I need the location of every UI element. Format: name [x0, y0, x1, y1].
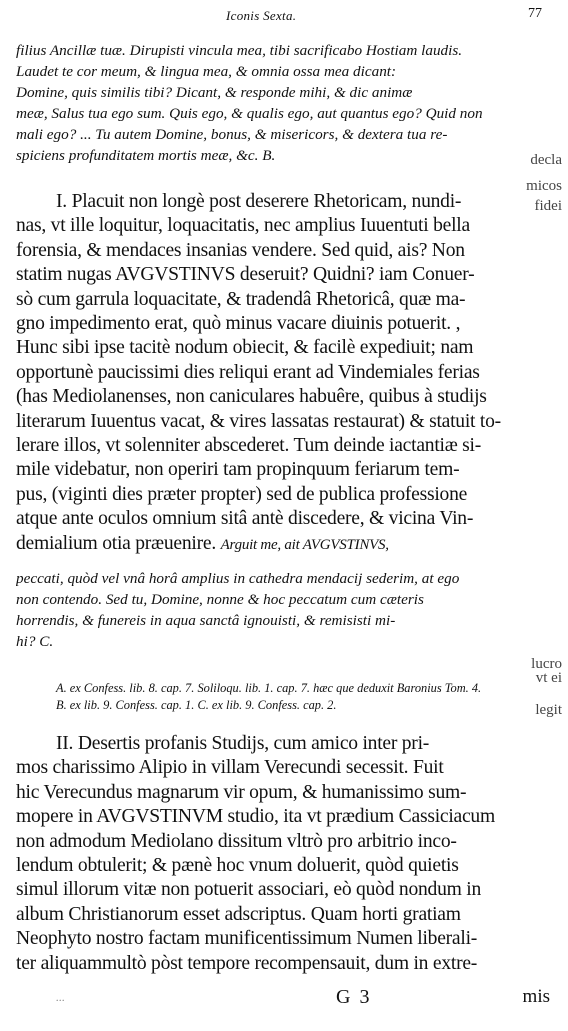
section-one-line: literarum Iuuentus vacat, & vires lassatas restaurat) & statuit to- — [16, 410, 501, 432]
catchword: mis — [522, 986, 550, 1007]
section-one-line: pus, (viginti dies præter propter) sed de publica professione — [16, 483, 468, 505]
section-two-line: II. Desertis profanis Studijs, cum amico inter pri- — [56, 733, 430, 754]
prayer-line: mali ego? ... Tu autem Domine, bonus, & misericors, & dextera tua re- — [16, 126, 448, 143]
section-two — [16, 732, 554, 976]
prayer-line: spiciens profunditatem mortis meæ, &c. B. — [16, 147, 276, 164]
quote-line: non contendo. Sed tu, Domine, nonne & hoc peccatum cum cæteris — [16, 591, 424, 608]
section-two-line: Neophyto nostro factam munificentissimum Numen liberali- — [16, 928, 478, 950]
section-one-line: atque ante oculos omnium sitâ antè discedere, & vicina Vin- — [16, 508, 474, 530]
section-two-line: lendum obtulerit; & pænè hoc vnum doluerit, quòd quietis — [16, 855, 459, 877]
section-two-line: mopere in AVGVSTINVM studio, ita vt prædium Cassiciacum — [16, 806, 495, 828]
section-two-line: album Christianorum esset adscriptus. Quam horti gratiam — [16, 903, 461, 925]
section-one-line: nas, vt ille loquitur, loquacitatis, nec amplius Iuuentuti bella — [16, 215, 470, 237]
section-two-line: mos charissimo Alipio in villam Verecundi secessit. Fuit — [16, 757, 444, 779]
section-one-line: gno impedimento erat, quò minus vacare diuinis potuerit. , — [16, 313, 461, 335]
prayer-passage — [16, 40, 554, 166]
page-number: 77 — [528, 6, 542, 21]
show-through-text: micos — [526, 178, 562, 194]
section-one-line: mile videbatur, non operiri tam propinquum feriarum tem- — [16, 459, 460, 481]
section-one-line: lerare illos, vt solenniter abscederet. Tum deinde iactantiæ si- — [16, 435, 482, 457]
show-through-text: lucro — [531, 656, 562, 672]
section-two-line: ter aliquammultò pòst tempore recompensauit, dum in extre- — [16, 952, 478, 974]
prayer-line: meæ, Salus tua ego sum. Quis ego, & qualis ego, aut quantus ego? Quid non — [16, 105, 483, 122]
prayer-line: filius Ancillæ tuæ. Dirupisti vincula mea, tibi sacrificabo Hostiam laudis. — [16, 42, 463, 59]
augustine-quote — [16, 568, 554, 652]
show-through-text: decla — [530, 152, 562, 168]
section-one-line: forensia, & mendaces insanias vendere. Sed quid, ais? Non — [16, 239, 465, 261]
prayer-line: Domine, quis similis tibi? Dicant, & responde mihi, & dic animæ — [16, 84, 413, 101]
section-one-line — [16, 532, 554, 557]
show-through-footer: ... — [56, 990, 65, 1004]
quote-line: horrendis, & funereis in aqua sanctâ ignouisti, & remisisti mi- — [16, 612, 396, 629]
show-through-text: fidei — [534, 198, 562, 214]
running-head-title: Iconis Sexta. — [226, 8, 297, 23]
show-through-text: vt ei — [535, 670, 562, 686]
italic-quote-start: Arguit me, ait AVGVSTINVS, — [220, 536, 389, 553]
section-one-line: sò cum garrula loquacitate, & tradendâ Rhetoricâ, quæ ma- — [16, 288, 466, 310]
quote-line: peccati, quòd vel vnâ horâ amplius in cathedra mendacij sederim, at ego — [16, 570, 460, 587]
section-one-line: (has Mediolanenses, non caniculares habuêre, quibus à studijs — [16, 386, 487, 408]
source-note: B. ex lib. 9. Confess. cap. 1. C. ex lib. 9. Confess. cap. 2. — [56, 698, 337, 712]
section-one-line: I. Placuit non longè post deserere Rhetoricam, nundi- — [56, 191, 462, 212]
source-notes — [16, 680, 554, 714]
show-through-text: legit — [535, 702, 562, 718]
section-one-line: opportunè paucissimi dies reliqui erant ad Vindemiales ferias — [16, 361, 480, 383]
running-head — [0, 4, 568, 30]
section-two-line: simul illorum vitæ non potuerit associari, eò quòd nondum in — [16, 879, 482, 901]
prayer-line: Laudet te cor meum, & lingua mea, & omnia ossa mea dicant: — [16, 63, 397, 80]
section-one-line: statim nugas AVGVSTINVS deseruit? Quidni? iam Conuer- — [16, 264, 475, 286]
section-one — [16, 190, 554, 557]
section-two-line: non admodum Mediolano dissitum vltrò pro arbitrio inco- — [16, 830, 457, 852]
section-two-line: hic Verecundus magnarum vir opum, & humanissimo sum- — [16, 781, 467, 803]
signature-mark: G 3 — [336, 986, 372, 1008]
source-note: A. ex Confess. lib. 8. cap. 7. Soliloqu. lib. 1. cap. 7. hæc que deduxit Baronius Tom. 4. — [56, 681, 482, 695]
section-one-line-end: demialium otia præuenire. — [16, 532, 216, 554]
section-one-line: Hunc sibi ipse tacitè nodum obiecit, & facilè expediuit; nam — [16, 337, 474, 359]
quote-line: hi? C. — [16, 633, 54, 650]
